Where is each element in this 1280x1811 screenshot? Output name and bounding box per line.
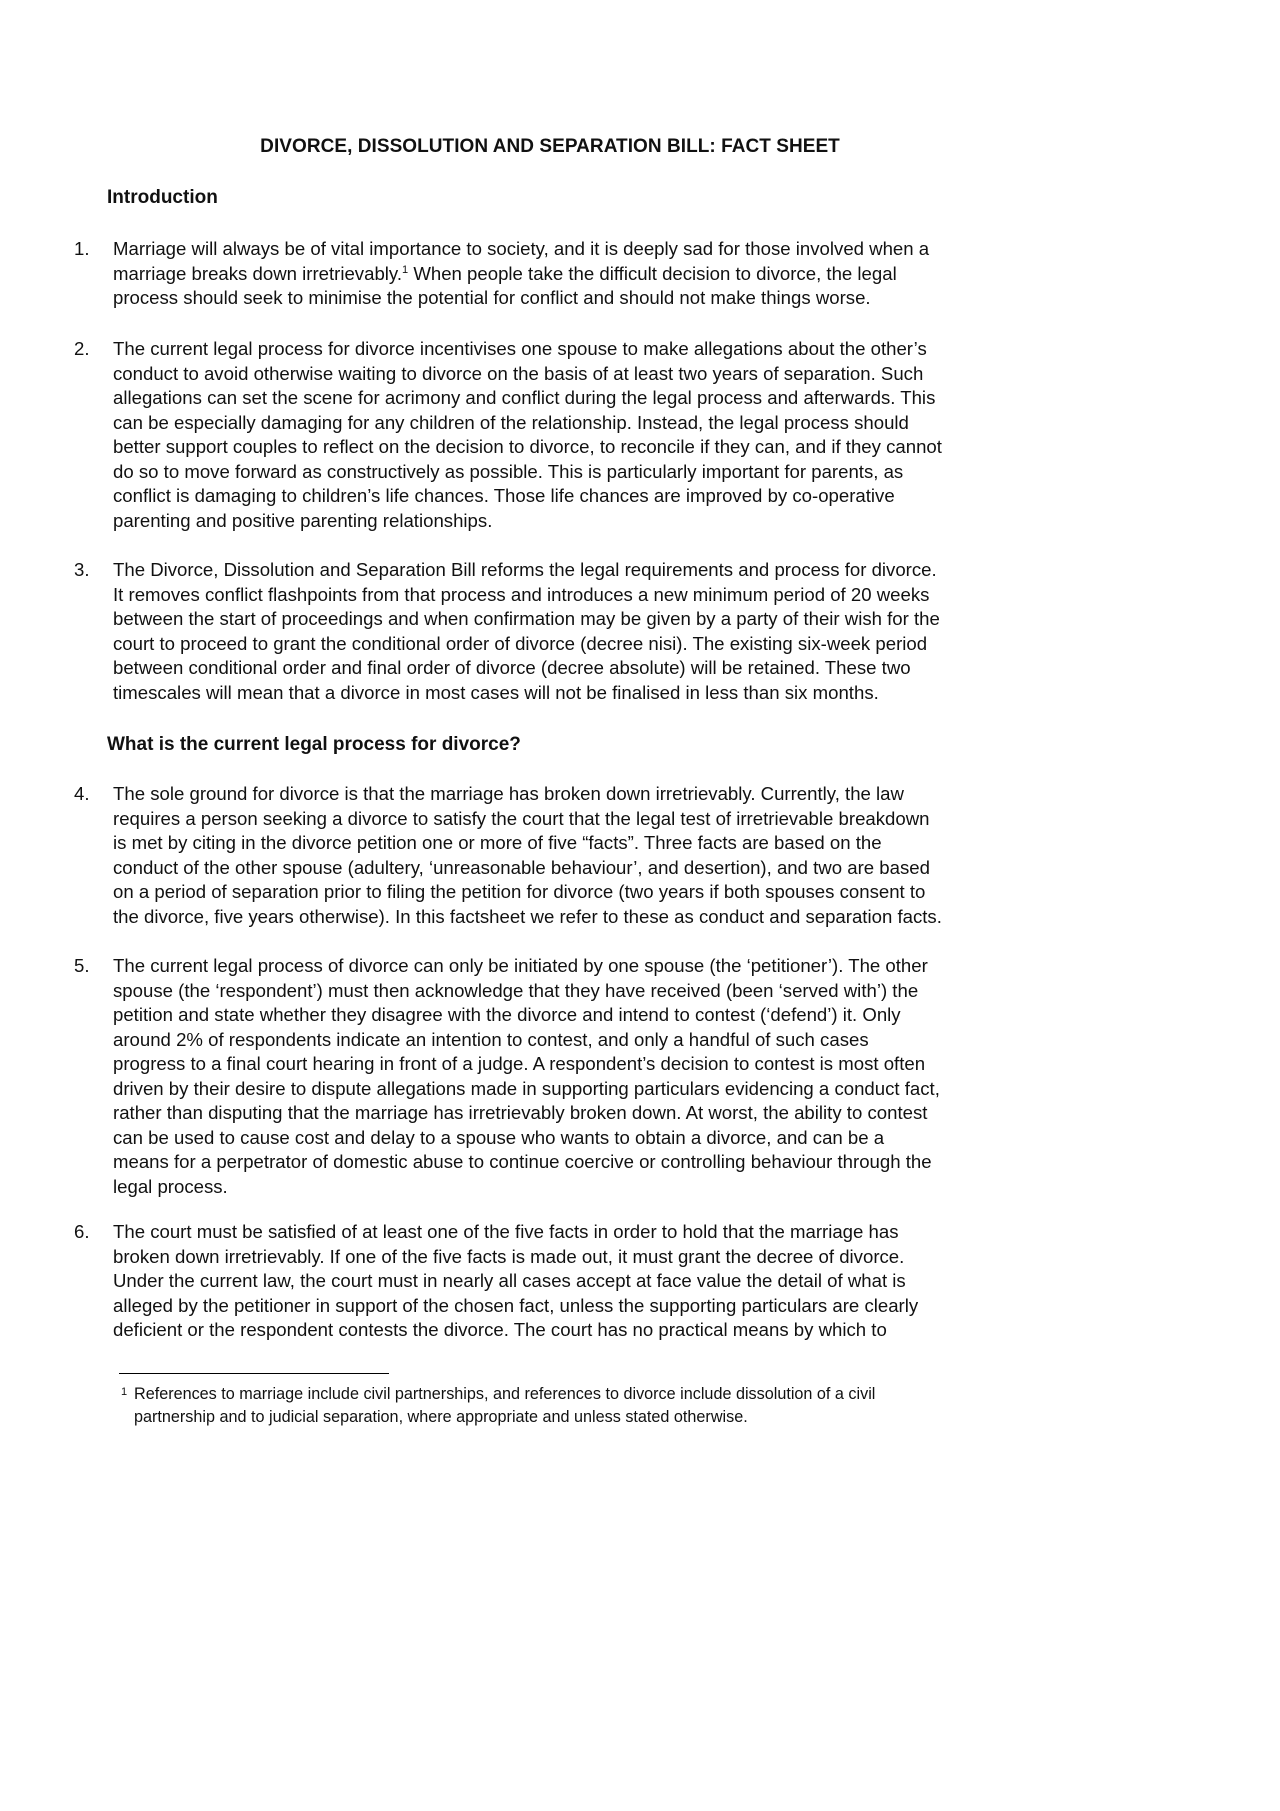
paragraph-line: parenting and positive parenting relationships. <box>113 509 493 531</box>
paragraph-line: The court must be satisfied of at least one of the five facts in order to hold that the marriage has <box>113 1221 899 1242</box>
paragraph-line: means for a perpetrator of domestic abuse to continue coercive or controlling behaviour through the <box>113 1151 932 1172</box>
paragraph-line: conduct of the other spouse (adultery, ‘unreasonable behaviour’, and desertion), and two are based <box>113 856 930 878</box>
paragraph-2 <box>74 337 1034 533</box>
paragraph-line: between conditional order and final order of divorce (decree absolute) will be retained. These two <box>113 657 911 678</box>
paragraph-number: 6. <box>74 1221 90 1242</box>
paragraph-line-with-footnote <box>113 262 1034 287</box>
paragraph-line: deficient or the respondent contests the divorce. The court has no practical means by which to <box>113 1319 887 1340</box>
heading-introduction: Introduction <box>107 187 218 208</box>
paragraph-line: between the start of proceedings and when confirmation may be given by a party of their wish for the <box>113 608 940 629</box>
paragraph-line: The sole ground for divorce is that the marriage has broken down irretrievably. Currently, the law <box>113 783 904 804</box>
paragraph-number: 2. <box>74 338 90 359</box>
page-title: DIVORCE, DISSOLUTION AND SEPARATION BILL: FACT SHEET <box>260 136 840 157</box>
footnote-reference: 1 <box>402 263 409 276</box>
paragraph-1 <box>74 237 1034 311</box>
paragraph-number: 1. <box>74 238 90 259</box>
paragraph-line: timescales will mean that a divorce in most cases will not be finalised in less than six months. <box>113 681 879 703</box>
paragraph-line: better support couples to reflect on the decision to divorce, to reconcile if they can, and if they cannot <box>113 436 942 457</box>
paragraph-line: The current legal process of divorce can only be initiated by one spouse (the ‘petitioner’). The other <box>113 955 928 976</box>
paragraph-5 <box>74 954 1034 1199</box>
paragraph-line: broken down irretrievably. If one of the five facts is made out, it must grant the decree of divorce. <box>113 1245 905 1267</box>
paragraph-6 <box>74 1220 1034 1343</box>
footnote-line: partnership and to judicial separation, where appropriate and unless stated otherwise. <box>134 1407 748 1426</box>
paragraph-line: do so to move forward as constructively as possible. This is particularly important for parents, as <box>113 460 904 482</box>
heading-current-process: What is the current legal process for divorce? <box>107 734 521 755</box>
paragraph-line: allegations can set the scene for acrimony and conflict during the legal process and afterwards. This <box>113 387 936 408</box>
paragraph-4 <box>74 782 1034 929</box>
paragraph-line: alleged by the petitioner in support of the chosen fact, unless the supporting particulars are clearly <box>113 1294 919 1316</box>
paragraph-line: conflict is damaging to children’s life chances. Those life chances are improved by co-operative <box>113 485 895 506</box>
paragraph-line: process should seek to minimise the potential for conflict and should not make things worse. <box>113 287 871 308</box>
paragraph-line: It removes conflict flashpoints from that process and introduces a new minimum period of 20 weeks <box>113 583 930 605</box>
footnote <box>119 1383 1019 1428</box>
paragraph-line: conduct to avoid otherwise waiting to divorce on the basis of at least two years of separation. Such <box>113 362 924 384</box>
paragraph-line: progress to a final court hearing in front of a judge. A respondent’s decision to contest is most often <box>113 1053 926 1074</box>
paragraph-line: Under the current law, the court must in nearly all cases accept at face value the detail of what is <box>113 1270 906 1291</box>
paragraph-line: court to proceed to grant the conditional order of divorce (decree nisi). The existing six-week period <box>113 632 928 654</box>
paragraph-line: driven by their desire to dispute allegations made in supporting particulars evidencing a conduct fact, <box>113 1077 940 1099</box>
paragraph-number: 5. <box>74 955 90 976</box>
paragraph-line: on a period of separation prior to filing the petition for divorce (two years if both spouses consent to <box>113 881 926 902</box>
paragraph-number: 4. <box>74 783 90 804</box>
paragraph-line: can be especially damaging for any children of the relationship. Instead, the legal process should <box>113 411 909 433</box>
paragraph-line: around 2% of respondents indicate an intention to contest, and only a handful of such cases <box>113 1028 869 1050</box>
paragraph-line: can be used to cause cost and delay to a spouse who wants to obtain a divorce, and can be a <box>113 1126 885 1148</box>
paragraph-line: Marriage will always be of vital importance to society, and it is deeply sad for those involved when a <box>113 238 930 259</box>
paragraph-line: requires a person seeking a divorce to satisfy the court that the legal test of irretrievable breakdown <box>113 807 930 829</box>
paragraph-line: rather than disputing that the marriage has irretrievably broken down. At worst, the ability to contest <box>113 1102 928 1123</box>
footnote-mark: 1 <box>121 1386 128 1398</box>
paragraph-line: petition and state whether they disagree with the divorce and intend to contest (‘defend’) it. Only <box>113 1004 901 1025</box>
paragraph-line: The Divorce, Dissolution and Separation Bill reforms the legal requirements and process for divorce. <box>113 559 937 580</box>
footnote-line: References to marriage include civil partnerships, and references to divorce include dissolution of a civil <box>134 1385 876 1403</box>
paragraph-number: 3. <box>74 559 90 580</box>
paragraph-text: marriage breaks down irretrievably. <box>113 262 403 284</box>
paragraph-text: When people take the difficult decision to divorce, the legal <box>413 262 897 284</box>
paragraph-line: is met by citing in the divorce petition one or more of five “facts”. Three facts are based on the <box>113 832 882 853</box>
paragraph-line: spouse (the ‘respondent’) must then acknowledge that they have received (been ‘served with’) the <box>113 979 919 1001</box>
paragraph-line: The current legal process for divorce incentivises one spouse to make allegations about the other’s <box>113 338 927 359</box>
paragraph-line: the divorce, five years otherwise). In this factsheet we refer to these as conduct and separation facts. <box>113 905 942 927</box>
paragraph-line: legal process. <box>113 1175 228 1197</box>
footnote-divider <box>119 1373 389 1374</box>
paragraph-3 <box>74 558 1034 705</box>
